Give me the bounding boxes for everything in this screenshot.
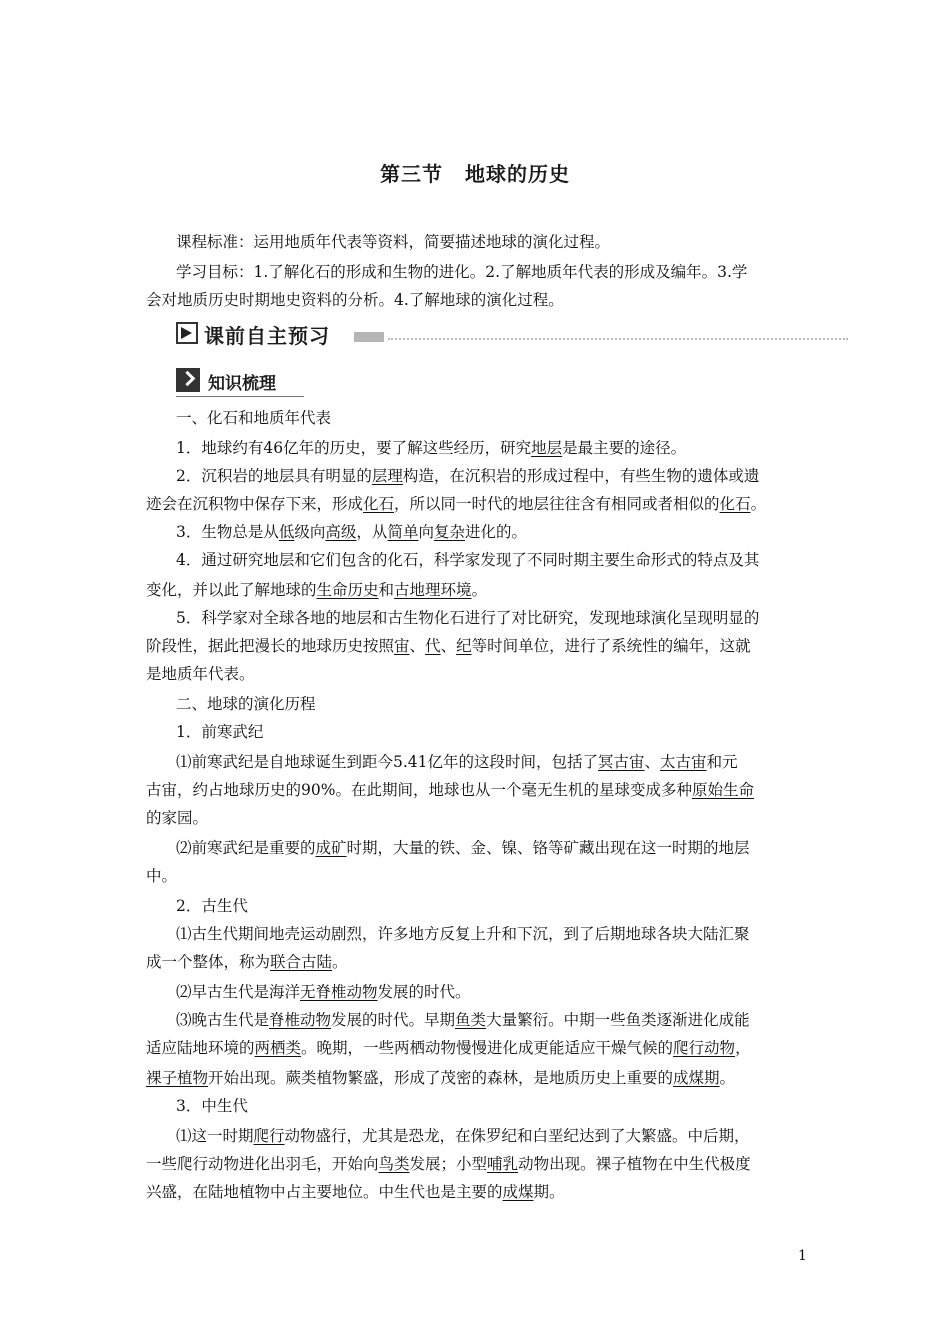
paragraph-3: 3．生物总是从低级向高级，从简单向复杂进化的。 [176, 523, 527, 541]
paleozoic-3-line-2: 适应陆地环境的两栖类。晚期，一些两栖动物慢慢进化成更能适应干燥气候的爬行动物， [146, 1039, 751, 1057]
paragraph-5-line-1: 5．科学家对全球各地的地层和古生物化石进行了对比研究，发现地球演化呈现明显的 [176, 609, 760, 627]
paleozoic-1-line-1: ⑴古生代期间地壳运动剧烈，许多地方反复上升和下沉，到了后期地球各块大陆汇聚 [176, 925, 750, 943]
paleozoic-3-line-1: ⑶晚古生代是脊椎动物发展的时代。早期鱼类大量繁衍。中期一些鱼类逐渐进化成能 [176, 1011, 750, 1029]
section-heading-2: 二、地球的演化历程 [176, 695, 316, 713]
paragraph-5-line-2: 阶段性，据此把漫长的地球历史按照宙、代、纪等时间单位，进行了系统性的编年，这就 [146, 637, 751, 655]
paragraph-4-line-2: 变化，并以此了解地球的生命历史和古地理环境。 [146, 581, 488, 599]
paragraph-4-line-1: 4．通过研究地层和它们包含的化石，科学家发现了不同时期主要生命形式的特点及其 [176, 551, 760, 569]
arrow-icon [176, 322, 198, 344]
page-title: 第三节 地球的历史 [380, 162, 570, 186]
paragraph-2-line-2: 迹会在沉积物中保存下来，形成化石，所以同一时代的地层往往含有相同或者相似的化石。 [146, 495, 767, 513]
page-number: 1 [798, 1248, 807, 1264]
paragraph-5-line-3: 是地质年代表。 [146, 665, 255, 683]
mesozoic-1-line-1: ⑴这一时期爬行动物盛行，尤其是恐龙，在侏罗纪和白垩纪达到了大繁盛。中后期， [176, 1127, 750, 1145]
course-standard: 课程标准：运用地质年代表等资料，简要描述地球的演化过程。 [176, 233, 611, 251]
paleozoic-2: ⑵早古生代是海洋无脊椎动物发展的时代。 [176, 983, 471, 1001]
subheading-label: 知识梳理 [208, 374, 276, 394]
precambrian-1-line-1: ⑴前寒武纪是自地球诞生到距今5.41亿年的这段时间，包括了冥古宙、太古宙和元 [176, 753, 738, 771]
precambrian-2-line-2: 中。 [146, 867, 178, 885]
subsection-heading-2: 2．古生代 [176, 897, 248, 915]
paragraph-2-line-1: 2．沉积岩的地层具有明显的层理构造，在沉积岩的形成过程中，有些生物的遗体或遗 [176, 467, 760, 485]
precambrian-1-line-2: 古宙，约占地球历史的90%。在此期间，地球也从一个毫无生机的星球变成多种原始生命 [146, 781, 754, 799]
mesozoic-1-line-3: 兴盛，在陆地植物中占主要地位。中生代也是主要的成煤期。 [146, 1183, 565, 1201]
learning-goals-line-1: 学习目标：1.了解化石的形成和生物的进化。2.了解地质年代表的形成及编年。3.学 [176, 263, 748, 281]
banner-label: 课前自主预习 [204, 324, 330, 348]
learning-goals-line-2: 会对地质历史时期地史资料的分析。4.了解地球的演化过程。 [146, 291, 564, 309]
mesozoic-1-line-2: 一些爬行动物进化出羽毛，开始向鸟类发展；小型哺乳动物出现。裸子植物在中生代极度 [146, 1155, 751, 1173]
subsection-heading-1: 1．前寒武纪 [176, 723, 264, 741]
precambrian-2-line-1: ⑵前寒武纪是重要的成矿时期，大量的铁、金、镍、铬等矿藏出现在这一时期的地层 [176, 839, 750, 857]
section-banner [176, 318, 848, 350]
paleozoic-3-line-3: 裸子植物开始出现。蕨类植物繁盛，形成了茂密的森林，是地质历史上重要的成煤期。 [146, 1069, 736, 1087]
subheading [176, 366, 316, 394]
section-heading-1: 一、化石和地质年代表 [176, 409, 332, 427]
paleozoic-1-line-2: 成一个整体，称为联合古陆。 [146, 953, 348, 971]
paragraph-1: 1．地球约有46亿年的历史，要了解这些经历，研究地层是最主要的途径。 [176, 439, 687, 457]
precambrian-1-line-3: 的家园。 [146, 809, 209, 827]
subsection-heading-3: 3．中生代 [176, 1097, 248, 1115]
check-arrow-icon [176, 368, 200, 392]
